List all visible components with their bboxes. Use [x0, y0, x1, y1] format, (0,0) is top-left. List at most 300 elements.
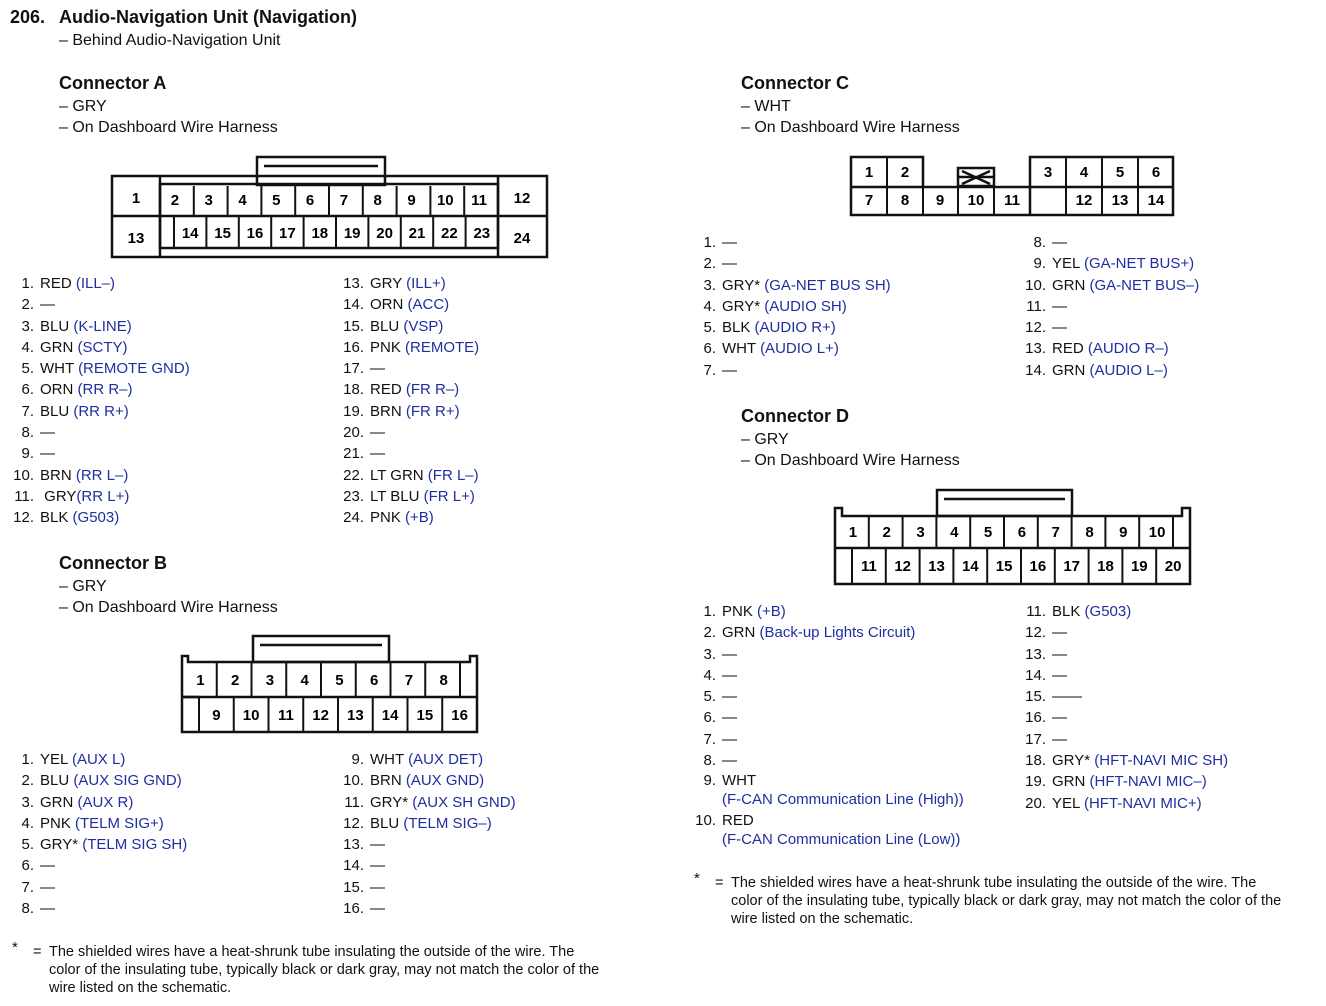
pin-number: 3.	[703, 645, 716, 663]
pin-wire-color: GRN	[1052, 361, 1090, 379]
pin-number: 1.	[703, 234, 716, 251]
pin-function: (FR L+)	[423, 487, 475, 505]
pin-number: 16.	[343, 338, 364, 356]
pin-wire-color: YEL	[1052, 794, 1084, 812]
pin-wire-color: —	[1052, 319, 1067, 337]
cavity-label: 16	[246, 225, 264, 242]
footnote-right-eq: =	[715, 875, 724, 891]
cavity-label: 7	[864, 192, 874, 209]
pin-number: 10.	[13, 466, 34, 484]
pin-row	[686, 665, 915, 686]
pin-number: 16.	[343, 900, 364, 918]
pin-wire-color: —	[1052, 730, 1067, 748]
pin-number: 12.	[13, 509, 34, 527]
pin-function: (RR L+)	[76, 487, 130, 505]
pin-row	[1016, 232, 1199, 253]
connector-b-latch	[253, 636, 389, 662]
pin-wire-color: —	[722, 645, 737, 663]
pin-wire-color: —	[40, 857, 55, 875]
pin-number: 18.	[1025, 752, 1046, 770]
pin-row	[686, 360, 891, 381]
pin-number: 14.	[1025, 666, 1046, 684]
cavity-label: 15	[995, 558, 1013, 575]
pin-function: (ACC)	[407, 296, 450, 314]
cavity-label: 2	[900, 164, 910, 181]
pin-row	[1016, 707, 1228, 728]
pin-row	[1016, 622, 1228, 643]
pin-wire-color: WHT	[370, 751, 409, 768]
pin-function: (ILL+)	[406, 275, 446, 292]
pin-function: (+B)	[757, 603, 786, 620]
pin-number: 5.	[21, 360, 34, 378]
pin-wire-color: BLU	[370, 317, 404, 335]
pin-wire-color: —	[722, 709, 737, 727]
pin-row	[4, 358, 190, 379]
pin-row	[1016, 729, 1228, 750]
pin-wire-color: RED	[1052, 340, 1088, 358]
pin-number: 11.	[1026, 603, 1046, 620]
pin-row	[1016, 793, 1228, 814]
cavity-label: 24	[513, 230, 531, 247]
pin-row	[686, 644, 915, 665]
pin-function: (FR R+)	[405, 402, 460, 420]
pin-number: 9.	[351, 751, 364, 768]
cavity-label: 8	[373, 192, 382, 209]
pin-wire-color: GRY*	[722, 276, 765, 294]
connector-d-latch	[937, 490, 1072, 516]
pin-row	[334, 507, 479, 528]
pin-number: 7.	[21, 878, 34, 896]
pin-number: 17.	[343, 360, 364, 378]
pin-row	[4, 770, 187, 791]
pin-row	[4, 465, 190, 486]
cavity-label: 13	[127, 230, 145, 247]
pin-number: 11.	[14, 487, 34, 505]
cavity-label: 17	[279, 225, 296, 242]
cavity-label: 6	[1151, 164, 1161, 181]
pin-number: 15.	[343, 317, 364, 335]
pin-wire-color: —	[722, 688, 737, 706]
pin-row	[1016, 360, 1199, 381]
pin-function: (AUDIO L–)	[1089, 361, 1168, 379]
cavity-label: 7	[1051, 524, 1060, 541]
unit-location: – Behind Audio-Navigation Unit	[59, 32, 281, 49]
pin-number: 18.	[343, 381, 364, 399]
cavity-label: 5	[1115, 164, 1125, 181]
pin-function: (REMOTE)	[405, 338, 480, 356]
pin-function: (AUDIO R+)	[754, 319, 836, 337]
pin-wire-color: BLK	[40, 509, 73, 527]
pin-wire-color: BRN	[40, 466, 76, 484]
cavity-label: 18	[1097, 558, 1114, 575]
footnote-eq: =	[33, 944, 42, 960]
connector-d-title: Connector D	[741, 406, 849, 426]
pin-number: 8.	[21, 900, 34, 918]
connector-b-pins-right	[334, 749, 516, 919]
pin-number: 8.	[1033, 234, 1046, 251]
pin-wire-color: GRN	[1052, 276, 1090, 294]
pin-row	[4, 834, 187, 855]
pin-function: (AUX GND)	[405, 772, 485, 790]
pin-function: (AUX SIG GND)	[73, 772, 182, 790]
pin-row	[334, 401, 479, 422]
cavity-label: 5	[335, 672, 344, 689]
pin-function: (TELM SIG SH)	[82, 836, 188, 854]
pin-number: 2.	[21, 296, 34, 314]
pin-wire-color: —	[40, 878, 55, 896]
pin-number: 5.	[21, 836, 34, 854]
pin-function: (K-LINE)	[73, 317, 132, 335]
pin-row	[4, 507, 190, 528]
pin-number: 5.	[703, 688, 716, 706]
pin-number: 1.	[703, 603, 716, 620]
pin-number: 1.	[21, 751, 34, 768]
pin-wire-color: —	[1052, 297, 1067, 315]
pin-function: (AUX L)	[71, 751, 126, 768]
footnote-line2: color of the insulating tube, typically black or dark gray, may not match the color of the	[49, 962, 600, 978]
cavity-label: 14	[381, 707, 399, 724]
footnote-right-line2: color of the insulating tube, typically black or dark gray, may not match the color of the	[731, 893, 1282, 909]
pin-wire-color: —	[722, 752, 737, 770]
pin-wire-color: PNK	[370, 509, 406, 527]
pin-function: (HFT-NAVI MIC SH)	[1094, 752, 1229, 770]
pin-wire-color: LT GRN	[370, 466, 428, 484]
cavity-label: 4	[1079, 164, 1089, 181]
pin-row	[1016, 601, 1228, 622]
pin-wire-color: PNK	[40, 814, 76, 832]
pin-wire-color: —	[370, 360, 385, 378]
cavity-label: 1	[864, 164, 874, 181]
pin-row	[334, 834, 516, 855]
pin-wire-color: —	[722, 255, 737, 273]
pin-number: 7.	[703, 361, 716, 379]
pin-number: 13.	[343, 836, 364, 854]
connector-d-pins-left	[686, 601, 915, 771]
cavity-label: 8	[900, 192, 910, 209]
pin-wire-color: ORN	[370, 296, 408, 314]
pin-row	[1016, 317, 1199, 338]
cavity-label: 7	[339, 192, 349, 209]
pin-wire-color: WHT	[40, 360, 79, 378]
cavity-label: 19	[1130, 558, 1148, 575]
pin-function: (G503)	[72, 509, 120, 527]
pin-function: (GA-NET BUS SH)	[764, 276, 891, 294]
pin-function: (+B)	[405, 509, 434, 527]
pin-row	[686, 296, 891, 317]
connector-a-title: Connector A	[59, 73, 167, 93]
pin-row	[686, 317, 891, 338]
cavity-label: 4	[300, 672, 309, 689]
pin-row	[334, 465, 479, 486]
cavity-label: 15	[214, 225, 231, 242]
pin-number: 14.	[343, 296, 364, 314]
pin-row	[1016, 338, 1199, 359]
pin-wire-color: GRN	[1052, 773, 1090, 791]
pin-number: 8.	[703, 752, 716, 770]
pin-number: 15.	[343, 878, 364, 896]
cavity-label: 4	[238, 192, 247, 209]
pin-function: (FR R–)	[405, 381, 460, 399]
pin-number: 8.	[21, 424, 34, 442]
pin-number: 10.	[343, 772, 364, 790]
cavity-label: 3	[916, 524, 925, 541]
pin-wire-color: BLK	[722, 319, 755, 337]
pin-wire-color: BLU	[40, 317, 74, 335]
pin-function: (AUDIO SH)	[764, 297, 847, 315]
pin-number: 2.	[703, 624, 716, 642]
pin-number: 12.	[1025, 624, 1046, 642]
pin-number: 14.	[343, 857, 364, 875]
cavity-label: 12	[1075, 192, 1093, 209]
pin-row	[334, 486, 479, 507]
cavity-label: 18	[311, 225, 329, 242]
pin-wire-color: —	[1052, 645, 1067, 663]
connector-b-harness: – On Dashboard Wire Harness	[59, 599, 278, 616]
cavity-label: 9	[1119, 524, 1128, 541]
pin-number: 13.	[343, 275, 364, 292]
cavity-label: 10	[967, 192, 985, 209]
connector-d-pin9: 9. WHT (F-CAN Communication Line (High))	[703, 772, 964, 808]
cavity-label: 16	[1029, 558, 1047, 575]
pin-number: 6.	[703, 709, 716, 727]
pin-function: (FR L–)	[427, 466, 479, 484]
pin-wire-color: —	[370, 424, 385, 442]
cavity-label: 14	[181, 225, 199, 242]
pin-wire-color: —	[40, 424, 55, 442]
pin-row	[4, 792, 187, 813]
cavity-label: 12	[312, 707, 329, 724]
pin-function: (AUX R)	[77, 793, 134, 811]
cavity-label: 9	[935, 192, 945, 209]
pin-row	[1016, 644, 1228, 665]
pin-number: 4.	[703, 297, 716, 315]
cavity-label: 9	[407, 192, 416, 209]
pin-row	[334, 294, 479, 315]
pin-number: 22.	[343, 466, 364, 484]
connector-d-pin10: 10. RED (F-CAN Communication Line (Low))	[695, 812, 961, 848]
connector-c-harness: – On Dashboard Wire Harness	[741, 119, 960, 136]
pin-function: (VSP)	[403, 317, 444, 335]
pin-number: 4.	[21, 814, 34, 832]
connector-a-color: – GRY	[59, 98, 107, 115]
connector-c-title: Connector C	[741, 73, 849, 93]
cavity-label: 5	[983, 524, 993, 541]
connector-a-pins-right	[334, 273, 479, 529]
pin-wire-color: —	[1052, 624, 1067, 642]
pin-row	[334, 422, 479, 443]
pin-wire-color: GRN	[40, 793, 78, 811]
pin-wire-color: RED	[40, 275, 76, 292]
pin-number: 3.	[21, 317, 34, 335]
cavity-label: 14	[961, 558, 979, 575]
pin-number: 2.	[21, 772, 34, 790]
pin-wire-color: YEL	[40, 751, 72, 768]
pin-number: 12.	[343, 814, 364, 832]
pin-number: 1.	[21, 275, 34, 292]
cavity-label: 1	[131, 190, 141, 207]
cavity-label: 13	[1111, 192, 1129, 209]
pin-row	[686, 253, 891, 274]
pin-number: 6.	[703, 340, 716, 358]
pin-wire-color: WHT	[722, 340, 761, 358]
footnote-star: *	[12, 939, 18, 956]
pin-wire-color: GRY*	[722, 297, 765, 315]
cavity-label: 13	[928, 558, 945, 575]
pin-wire-color: ORN	[40, 381, 78, 399]
pin-number: 15.	[1025, 688, 1046, 706]
pin-row	[4, 401, 190, 422]
pin-function: (ILL–)	[75, 275, 116, 292]
pin-row	[4, 813, 187, 834]
pin-row	[686, 232, 891, 253]
pin-row	[686, 750, 915, 771]
pin-row	[1016, 686, 1228, 707]
cavity-label: 6	[1017, 524, 1027, 541]
pin-number: 20.	[1025, 794, 1046, 812]
cavity-label: 3	[1043, 164, 1053, 181]
pin-row	[4, 422, 190, 443]
page-number: 206.	[10, 7, 46, 27]
pin-wire-color: YEL	[1052, 255, 1084, 273]
pin-number: 9.	[21, 445, 34, 463]
pin-wire-color: —	[722, 361, 737, 379]
cavity-label: 1	[196, 672, 205, 689]
pin-function: (SCTY)	[77, 338, 128, 356]
connector-c-color: – WHT	[741, 98, 791, 115]
pin-row	[686, 338, 891, 359]
pin-row	[1016, 296, 1199, 317]
pin-number: 17.	[1025, 730, 1046, 748]
pin-row	[4, 486, 190, 507]
pin-row	[686, 707, 915, 728]
pin-row	[686, 686, 915, 707]
pin-number: 16.	[1025, 709, 1046, 727]
pin-wire-color: BLK	[1052, 603, 1085, 620]
pin-row	[1016, 665, 1228, 686]
pin-row	[334, 316, 479, 337]
pin-row	[4, 273, 190, 294]
pin-number: 13.	[1025, 645, 1046, 663]
pin-number: 7.	[703, 730, 716, 748]
pin-row	[1016, 750, 1228, 771]
pin-wire-color: GRN	[40, 338, 78, 356]
pin-number: 11.	[1026, 297, 1046, 315]
pin-wire-color: —	[722, 730, 737, 748]
pin-row	[4, 898, 187, 919]
pin-row	[334, 749, 516, 770]
pin-number: 3.	[703, 276, 716, 294]
cavity-label: 6	[369, 672, 379, 689]
cavity-label: 11	[471, 192, 488, 209]
pin-wire-color: —	[1052, 234, 1067, 251]
pin-number: 4.	[703, 666, 716, 684]
cavity-label: 3	[204, 192, 213, 209]
pin-row	[1016, 275, 1199, 296]
pin-number: 21.	[343, 445, 364, 463]
pin-row	[334, 792, 516, 813]
pin-number: 19.	[1025, 773, 1046, 791]
connector-d-pins-right	[1016, 601, 1228, 814]
cavity-label: 11	[860, 558, 877, 575]
pin-number: 12.	[1025, 319, 1046, 337]
cavity-label: 6	[305, 192, 315, 209]
cavity-label: 15	[416, 707, 434, 724]
pin-wire-color: BLU	[370, 814, 404, 832]
pin-wire-color: —	[370, 836, 385, 854]
pin-row	[334, 358, 479, 379]
pin-wire-color: BRN	[370, 402, 406, 420]
pin-wire-color: —	[40, 900, 55, 918]
cavity-label: 9	[212, 707, 221, 724]
cavity-label: 11	[277, 707, 294, 724]
pin-wire-color: GRY	[370, 275, 407, 292]
connector-b-color: – GRY	[59, 578, 107, 595]
pin-row	[4, 379, 190, 400]
pin-row	[4, 337, 190, 358]
cavity-label: 20	[376, 225, 393, 242]
cavity-label: 8	[439, 672, 448, 689]
pin-wire-color: ——	[1052, 688, 1082, 706]
footnote-line3: wire listed on the schematic.	[49, 980, 232, 996]
pin-function: (Back-up Lights Circuit)	[759, 624, 916, 642]
pin-wire-color: BLU	[40, 402, 74, 420]
pin-row	[4, 855, 187, 876]
pin-wire-color: GRY*	[370, 793, 413, 811]
pin-number: 3.	[21, 793, 34, 811]
pin-number: 9.	[1033, 255, 1046, 273]
connector-c-pins-left	[686, 232, 891, 381]
pin-row	[686, 729, 915, 750]
pin-wire-color: —	[370, 445, 385, 463]
cavity-label: 2	[230, 672, 240, 689]
pin-function: (HFT-NAVI MIC+)	[1083, 794, 1202, 812]
footnote-right-line3: wire listed on the schematic.	[731, 911, 914, 927]
pin-row	[686, 601, 915, 622]
pin-wire-color: —	[40, 296, 55, 314]
pin-wire-color: —	[370, 900, 385, 918]
pin-function: (HFT-NAVI MIC–)	[1089, 773, 1207, 791]
cavity-label: 5	[272, 192, 281, 209]
pin-function: (GA-NET BUS–)	[1089, 276, 1200, 294]
connector-b-pins-left	[4, 749, 187, 919]
pin-row	[4, 316, 190, 337]
pin-row	[686, 275, 891, 296]
pin-row	[334, 379, 479, 400]
pin-row	[1016, 771, 1228, 792]
pin-wire-color: GRN	[722, 624, 760, 642]
pin-wire-color: BRN	[370, 772, 406, 790]
pin-function: (TELM SIG+)	[75, 814, 164, 832]
pin-function: (AUX SH GND)	[412, 793, 516, 811]
cavity-label: 12	[513, 190, 531, 207]
pin-number: 19.	[343, 402, 364, 420]
pin-wire-color: —	[370, 878, 385, 896]
pin-row	[334, 813, 516, 834]
cavity-label: 2	[170, 192, 180, 209]
connector-a-harness: – On Dashboard Wire Harness	[59, 119, 278, 136]
cavity-label: 12	[894, 558, 912, 575]
cavity-label: 10	[436, 192, 454, 209]
page-title: Audio-Navigation Unit (Navigation)	[59, 7, 357, 27]
pin-row	[686, 622, 915, 643]
pin-function: (RR R–)	[77, 381, 133, 399]
pin-number: 20.	[343, 424, 364, 442]
cavity-label: 8	[1085, 524, 1094, 541]
connector-b-title: Connector B	[59, 553, 167, 573]
pin-wire-color: GRY*	[40, 836, 83, 854]
pin-function: (G503)	[1084, 603, 1132, 620]
pin-wire-color: —	[370, 857, 385, 875]
